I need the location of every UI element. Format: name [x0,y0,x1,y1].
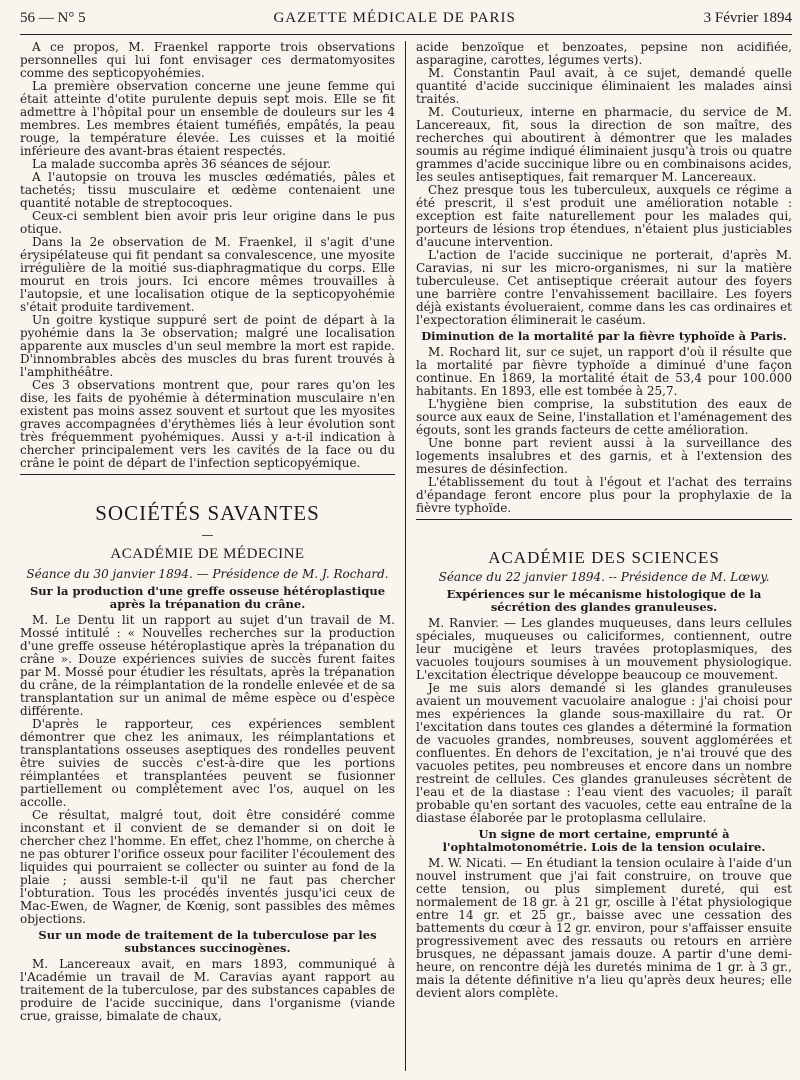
paragraph: Ce résultat, malgré tout, doit être considéré comme inconstant et il convient de se demander si on doit le chercher chez l'homme. En effet, chez l'homme, on cherche à ne pas obturer l'orifice osseux pour faciliter l'écoulement des liquides qui pourraient se collecter ou suinter au fond de la plaie ; aussi semble-t-il qu'il ne faut pas chercher l'obturation. Tous les procédés inventés jusqu'ici ceux de Mac-Ewen, de Wagner, de Kœnig, sont passibles des mêmes objections. [20,808,395,926]
section-rule [416,519,792,520]
paragraph: La première observation concerne une jeune femme qui était atteinte d'otite purulente depuis sept mois. Elle se fit admettre à l'hôpital pour un ensemble de douleurs sur les 4 membres. Les membres étaient tuméfiés, empâtés, la peau rouge, la température élevée. Les cuisses et la moitié inférieure des avant-bras étaient respectés. [20,79,395,158]
paragraph: L'action de l'acide succinique ne porterait, d'après M. Caravias, ni sur les micro-organismes, ni sur la matière tuberculeuse. Cet antiseptique créerait autour des foyers une barrière contre l'envahissement bacillaire. Les foyers déjà existants évolueraient, comme dans les cas ordinaires et l'expectoration éliminerait le caséum. [416,248,792,327]
paragraph: M. Couturieux, interne en pharmacie, du service de M. Lancereaux, fit, sous la direction de son maître, des recherches qui aboutirent à démontrer que les malades soumis au régime indiqué éliminaient jusqu'à trois ou quatre grammes d'acide succinique libre ou en combinaisons acides, les seules antiseptiques, fait remarquer M. Lancereaux. [416,105,792,184]
academy-title: ACADÉMIE DES SCIENCES [488,548,720,567]
paragraph: M. Lancereaux avait, en mars 1893, communiqué à l'Académie un travail de M. Caravias ayant rapport au traitement de la tuberculose, par des substances capables de produire de l'acide succinique, dans l'organisme (viande crue, graisse, bimalate de chaux, [20,957,395,1023]
article-heading: Sur la production d'une greffe osseuse hétéroplastique après la trépanation du crâne. [29,584,386,611]
article-heading: Diminution de la mortalité par la fièvre typhoïde à Paris. [421,329,787,343]
paragraph: Ces 3 observations montrent que, pour rares qu'on les dise, les faits de pyohémie à détermination musculaire n'en existent pas moins assez souvent et surtout que les myosites graves accompagnées d'érythèmes liés à leur évolution sont très fréquemment pyohémiques. Aussi y a-t-il indication à chercher principalement vers les cavités de la face ou du crâne le point de départ de l'infection septicopyémique. [20,378,395,470]
page-number: 56 — N° 5 [20,10,86,26]
article-heading: Expériences sur le mécanisme histologique de la sécrétion des glandes granuleuses. [446,587,762,614]
page-header [20,10,792,32]
paragraph: Dans la 2e observation de M. Fraenkel, il s'agit d'une érysipélateuse qui fit pendant sa convalescence, une myosite irrégulière de la moitié sus-diaphragmatique du corps. Elle mourut en trois jours. Ici encore mêmes trouvailles à l'autopsie, et une localisation otique de la septicopyohémie s'était produite tardivement. [20,235,395,314]
left-column [20,41,405,1071]
left-top-article [20,41,395,470]
paragraph: D'après le rapporteur, ces expériences semblent démontrer que chez les animaux, les réimplantations et transplantations osseuses aseptiques des rondelles peuvent être suivies de succès c'est-à-dire que les portions réimplantées et transplantées peuvent se fusionner partiellement ou complètement avec l'os, auquel on les accolle. [20,717,395,809]
journal-title: GAZETTE MÉDICALE DE PARIS [273,10,516,26]
paragraph: L'établissement du tout à l'égout et l'achat des terrains d'épandage feront encore plus pour la prophylaxie de la fièvre typhoïde. [416,475,792,515]
article-heading: Sur un mode de traitement de la tuberculose par les substances succinogènes. [38,928,377,955]
paragraph: M. W. Nicati. — En étudiant la tension oculaire à l'aide d'un nouvel instrument que j'ai fait construire, on trouve que cette tension, ou plus simplement dureté, qui est normalement de 18 gr. à 21 gr, oscille à l'état physiologique entre 14 gr. et 25 gr., baisse avec une cessation des battements du cœur à 12 gr. environ, pour s'affaisser ensuite progressivement avec des ressauts ou retours en arrière brusques, ne dépassant jamais douze. A partir d'une demi-heure, on rencontre déjà les duretés minima de 1 gr. à 3 gr., mais la détente définitive n'a lieu qu'après deux heures; elle devient alors complète. [416,856,792,1000]
paragraph: Ceux-ci semblent bien avoir pris leur origine dans le pus otique. [20,209,395,236]
section-title: SOCIÉTÉS SAVANTES [95,501,320,525]
paragraph: A l'autopsie on trouva les muscles œdématiés, pâles et tachetés; tissu musculaire et œdème contenaient une quantité notable de streptocoques. [20,170,395,210]
paragraph: acide benzoïque et benzoates, pepsine non acidifiée, asparagine, carottes, légumes verts). [416,41,792,67]
columns [20,41,792,1071]
paragraph: Un goitre kystique suppuré sert de point de départ à la pyohémie dans la 3e observation; malgré une localisation apparente aux muscles d'un seul membre la mort est rapide. D'innombrables abcès des muscles du bras furent trouvés à l'amphithéâtre. [20,313,395,379]
header-rule [20,34,792,35]
session-line: Séance du 22 janvier 1894. -- Présidence de M. Lœwy. [438,570,770,584]
paragraph: M. Ranvier. — Les glandes muqueuses, dans leurs cellules spéciales, muqueuses ou caliciformes, contiennent, outre leur mucigène et leurs travées protoplasmiques, des vacuoles toujours soumises à un mouvement physiologique. L'excitation électrique développe beaucoup ce mouvement. [416,616,792,682]
session-line: Séance du 30 janvier 1894. — Présidence de M. J. Rochard. [26,567,389,581]
paragraph: A ce propos, M. Fraenkel rapporte trois observations personnelles qui lui font envisager ces dermatomyosites comme des septicopyohémies. [20,41,395,80]
paragraph: La malade succomba après 36 séances de séjour. [32,157,332,171]
paragraph: M. Le Dentu lit un rapport au sujet d'un travail de M. Mossé intitulé : « Nouvelles recherches sur la production d'une greffe osseuse hétéroplastique après la trépanation du crâne ». Douze expériences suivies de succès furent faites par M. Mossé pour étudier les résultats, après la trépanation du crâne, de la réimplantation de la rondelle enlevée et de sa transplantation sur un animal de même espèce ou d'espèce différente. [20,613,395,718]
paragraph: L'hygiène bien comprise, la substitution des eaux de source aux eaux de Seine, l'installation et l'aménagement des égouts, sont les grands facteurs de cette amélioration. [416,397,792,437]
academy-title: ACADÉMIE DE MÉDECINE [110,546,305,562]
paragraph: Je me suis alors demandé si les glandes granuleuses avaient un mouvement vacuolaire analogue : j'ai choisi pour mes expériences la glande sous-maxillaire du rat. Or l'excitation dans toutes ces glandes a déterminé la formation de vacuoles grandes, nombreuses, souvent agglomérées et confluentes. En dehors de l'excitation, je n'ai trouvé que des vacuoles petites, peu nombreuses et encore dans un nombre restreint de cellules. Ces glandes granuleuses sécrètent de l'eau et de la diastase : l'eau vient des vacuoles; il paraît probable qu'en sortant des vacuoles, cette eau entraîne de la diastase élaborée par le protoplasma cellulaire. [416,681,792,825]
right-column [406,41,792,1071]
paragraph: Une bonne part revient aussi à la surveillance des logements insalubres et des garnis, et à l'extension des mesures de désinfection. [416,436,792,476]
paragraph: M. Constantin Paul avait, à ce sujet, demandé quelle quantité d'acide succinique éliminaient les malades ainsi traités. [416,66,792,106]
paragraph: Chez presque tous les tuberculeux, auxquels ce régime a été prescrit, il s'est produit une amélioration notable : exception est faite naturellement pour les malades qui, porteurs de lésions trop étendues, n'étaient plus justiciables d'aucune intervention. [416,183,792,249]
article-heading: Un signe de mort certaine, emprunté à l'ophtalmotonométrie. Lois de la tension oculaire. [442,827,766,854]
issue-date: 3 Février 1894 [703,10,792,26]
section-dash: — [201,528,214,542]
section-rule [20,474,395,475]
paragraph: M. Rochard lit, sur ce sujet, un rapport d'où il résulte que la mortalité par fièvre typhoïde a diminué d'une façon continue. En 1869, la mortalité était de 53,4 pour 100.000 habitants. En 1893, elle est tombée à 25,7. [416,345,792,398]
